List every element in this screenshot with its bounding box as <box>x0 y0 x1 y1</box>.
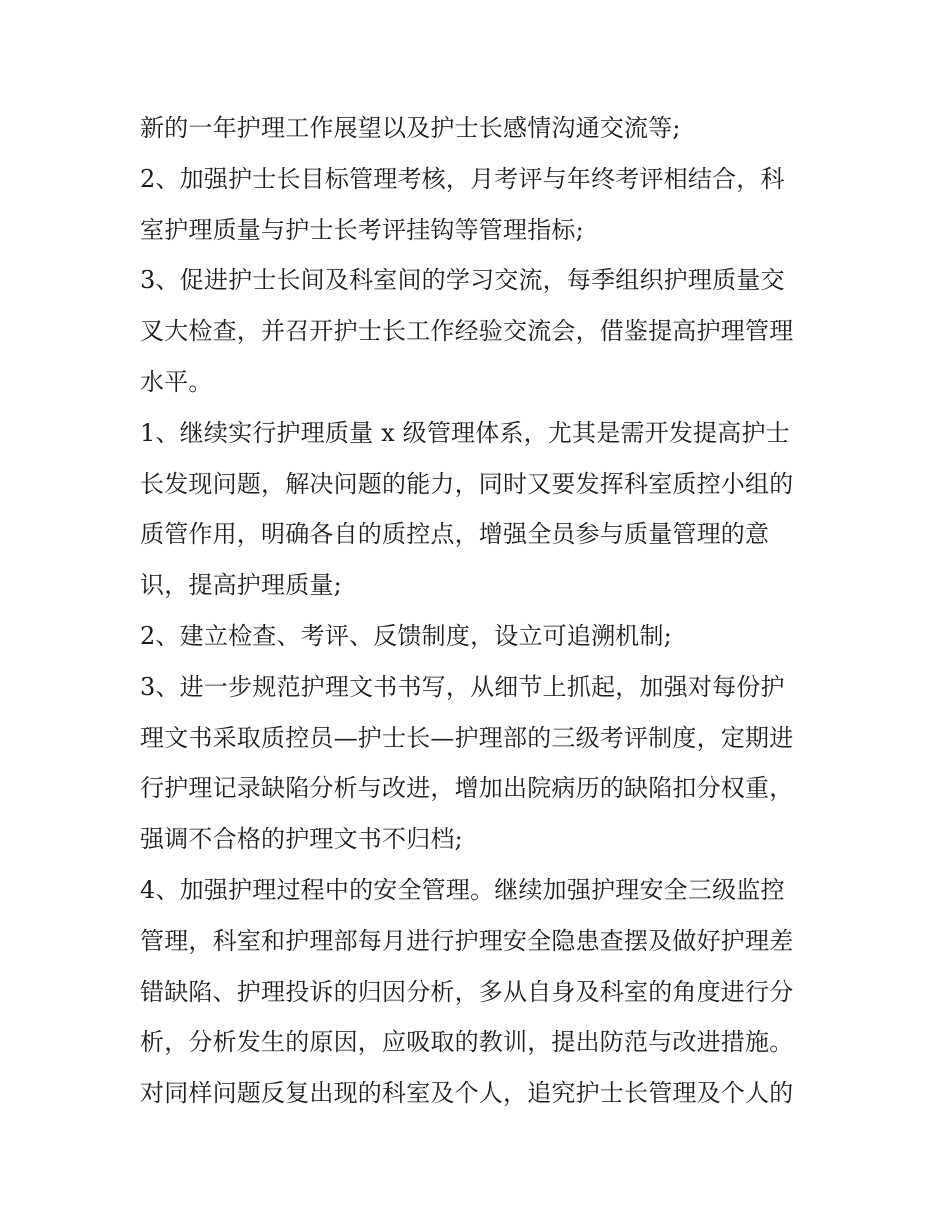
text-line: 行护理记录缺陷分析与改进，增加出院病历的缺陷扣分权重， <box>140 774 794 803</box>
text-line: 水平。 <box>140 367 213 396</box>
text-line: 新的一年护理工作展望以及护士长感情沟通交流等; <box>140 114 681 142</box>
text-line: 理文书采取质控员—护士长—护理部的三级考评制度，定期进 <box>140 723 794 752</box>
text-line: 3、促进护士长间及科室间的学习交流，每季组织护理质量交 <box>140 266 785 295</box>
text-line: 强调不合格的护理文书不归档; <box>140 825 463 854</box>
text-line: 2、加强护士长目标管理考核，月考评与年终考评相结合，科 <box>140 164 785 193</box>
document-body <box>140 103 820 1119</box>
text-line: 3、进一步规范护理文书书写，从细节上抓起，加强对每份护 <box>140 672 785 701</box>
text-line: 4、加强护理过程中的安全管理。继续加强护理安全三级监控 <box>140 875 785 904</box>
text-line: 室护理质量与护士长考评挂钩等管理指标; <box>140 215 584 244</box>
text-line: 管理，科室和护理部每月进行护理安全隐患查摆及做好护理差 <box>140 926 794 955</box>
text-line: 2、建立检查、考评、反馈制度，设立可追溯机制; <box>140 621 672 650</box>
text-line: 质管作用，明确各自的质控点，增强全员参与质量管理的意 <box>140 520 770 549</box>
text-line: 对同样问题反复出现的科室及个人，追究护士长管理及个人的 <box>140 1079 794 1108</box>
text-line: 识，提高护理质量; <box>140 571 342 600</box>
text-line: 1、继续实行护理质量 x 级管理体系，尤其是需开发提高护士 <box>140 418 790 447</box>
text-line: 长发现问题，解决问题的能力，同时又要发挥科室质控小组的 <box>140 469 794 498</box>
text-line: 错缺陷、护理投诉的归因分析，多从自身及科室的角度进行分 <box>140 977 794 1006</box>
text-line: 叉大检查，并召开护士长工作经验交流会，借鉴提高护理管理 <box>140 317 794 346</box>
text-line: 析，分析发生的原因，应吸取的教训，提出防范与改进措施。 <box>140 1028 794 1057</box>
